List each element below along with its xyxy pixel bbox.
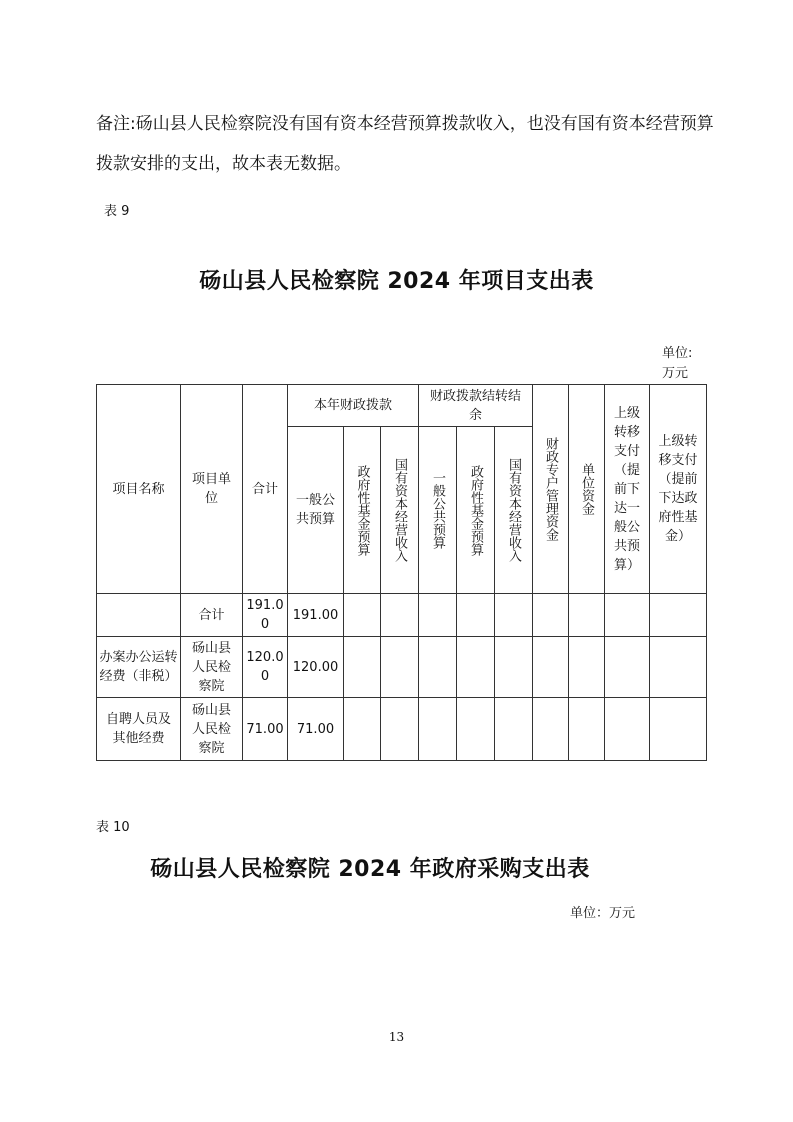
cell-empty <box>344 698 381 761</box>
table9-label: 表 9 <box>104 204 130 219</box>
header-carry-general-text: 一般公共预算 <box>430 471 445 549</box>
table9-unit <box>662 344 692 384</box>
header-total: 合计 <box>243 385 288 594</box>
table10-title: 砀山县人民检察院 2024 年政府采购支出表 <box>150 857 590 882</box>
project-expenditure-table <box>96 384 707 761</box>
cell-empty <box>495 637 533 698</box>
cell-empty <box>605 698 650 761</box>
header-project-unit: 项目单位 <box>181 385 243 594</box>
cell-name: 办案办公运转经费（非税） <box>97 637 181 698</box>
header-carry-state-capital-text: 国有资本经营收入 <box>506 458 521 562</box>
table-row <box>97 698 707 761</box>
cell-empty <box>569 698 605 761</box>
table9-unit-line2: 万元 <box>662 366 689 381</box>
cell-total: 71.00 <box>243 698 288 761</box>
cell-empty <box>381 637 419 698</box>
table9-title: 砀山县人民检察院 2024 年项目支出表 <box>199 269 594 294</box>
header-state-capital <box>381 427 419 594</box>
cell-empty <box>344 594 381 637</box>
table-row <box>97 637 707 698</box>
cell-unit: 砀山县人民检察院 <box>181 637 243 698</box>
cell-empty <box>533 637 569 698</box>
cell-empty <box>495 698 533 761</box>
header-project-name: 项目名称 <box>97 385 181 594</box>
cell-empty <box>419 698 457 761</box>
cell-unit: 合计 <box>181 594 243 637</box>
cell-empty <box>650 637 707 698</box>
header-special-fund <box>533 385 569 594</box>
cell-empty <box>457 594 495 637</box>
cell-name <box>97 594 181 637</box>
header-carry-general <box>419 427 457 594</box>
header-general-budget: 一般公共预算 <box>288 427 344 594</box>
cell-total: 191.00 <box>243 594 288 637</box>
cell-name: 自聘人员及其他经费 <box>97 698 181 761</box>
cell-general: 191.00 <box>288 594 344 637</box>
table9-unit-line1: 单位: <box>662 346 693 361</box>
header-transfer-general: 上级转移支付（提前下达一般公共预算） <box>605 385 650 594</box>
cell-general: 71.00 <box>288 698 344 761</box>
header-unit-fund <box>569 385 605 594</box>
cell-empty <box>650 698 707 761</box>
table-row <box>97 594 707 637</box>
header-gov-fund <box>344 427 381 594</box>
header-special-fund-text: 财政专户管理资金 <box>543 437 558 541</box>
page-number: 13 <box>388 1030 405 1044</box>
header-current-year-appropriation: 本年财政拨款 <box>288 385 419 427</box>
cell-empty <box>569 594 605 637</box>
cell-empty <box>533 698 569 761</box>
cell-empty <box>605 637 650 698</box>
cell-empty <box>569 637 605 698</box>
header-gov-fund-text: 政府性基金预算 <box>354 464 370 556</box>
table10-label: 表 10 <box>96 820 130 835</box>
header-carryover: 财政拨款结转结余 <box>419 385 533 427</box>
cell-empty <box>419 594 457 637</box>
header-state-capital-text: 国有资本经营收入 <box>392 458 407 562</box>
cell-empty <box>495 594 533 637</box>
header-carry-state-capital <box>495 427 533 594</box>
cell-empty <box>650 594 707 637</box>
cell-empty <box>419 637 457 698</box>
cell-empty <box>457 698 495 761</box>
cell-empty <box>533 594 569 637</box>
cell-unit: 砀山县人民检察院 <box>181 698 243 761</box>
cell-empty <box>457 637 495 698</box>
cell-total: 120.00 <box>243 637 288 698</box>
cell-empty <box>381 594 419 637</box>
header-carry-gov-fund-text: 政府性基金预算 <box>468 464 483 556</box>
cell-empty <box>344 637 381 698</box>
header-carry-gov-fund <box>457 427 495 594</box>
cell-general: 120.00 <box>288 637 344 698</box>
table10-unit: 单位：万元 <box>570 906 636 921</box>
header-unit-fund-text: 单位资金 <box>579 463 594 515</box>
header-row-1 <box>97 385 707 427</box>
cell-empty <box>381 698 419 761</box>
cell-empty <box>605 594 650 637</box>
note-text: 备注:砀山县人民检察院没有国有资本经营预算拨款收入，也没有国有资本经营预算拨款安排的支出，故本表无数据。 <box>96 114 714 174</box>
header-transfer-fund: 上级转移支付（提前下达政府性基金） <box>650 385 707 594</box>
